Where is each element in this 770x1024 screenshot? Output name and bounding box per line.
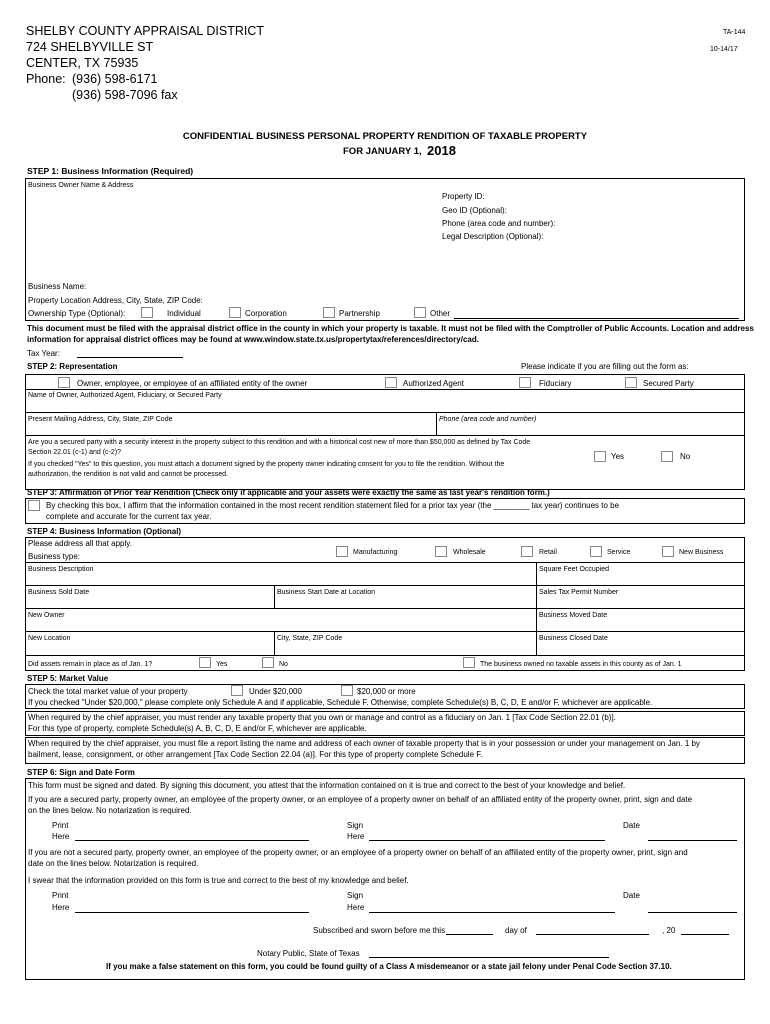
print-label-1: Print: [52, 821, 69, 830]
affirm-text-2: complete and accurate for the current tax year.: [46, 512, 212, 521]
retail-label: Retail: [539, 549, 557, 556]
not-secured-text-2: date on the lines below. Notarization is required.: [28, 859, 199, 868]
assets-question: Did assets remain in place as of Jan. 1?: [28, 661, 153, 668]
year-20-label: , 20: [662, 926, 676, 935]
secured-no-checkbox[interactable]: [661, 451, 673, 462]
sold-date-label: Business Sold Date: [28, 589, 90, 596]
new-business-label: New Business: [679, 549, 724, 556]
start-date-label: Business Start Date at Location: [277, 589, 376, 596]
rep-phone-label: Phone (area code and number): [439, 416, 537, 423]
if-under-text: If you checked "Under $20,000," please complete only Schedule A and if applicable, Schedule F. Otherwise, complete Schedule(s) B, C, D, E and/or F, whichever are applicable.: [28, 698, 653, 707]
service-checkbox[interactable]: [590, 546, 602, 557]
closed-date-label: Business Closed Date: [539, 635, 608, 642]
subscribed-label: Subscribed and sworn before me this: [313, 926, 446, 935]
step4-heading: STEP 4: Business Information (Optional): [27, 527, 182, 536]
secured-question-2: Section 22.01 (c-1) and (c-2)?: [28, 449, 121, 456]
owner-label: Business Owner Name & Address: [28, 182, 134, 189]
tax-year-field[interactable]: [77, 357, 183, 358]
form-id: TA-144: [723, 29, 746, 36]
org-street: 724 SHELBYVILLE ST: [26, 40, 154, 54]
org-phone: (936) 598-6171: [72, 72, 158, 86]
over-20k-label: $20,000 or more: [357, 687, 416, 696]
secured-role-label: Secured Party: [643, 379, 694, 388]
fiduciary-text-2: For this type of property, complete Schedule(s) A, B, C, D, E and/or F, whichever are applicable.: [28, 724, 367, 733]
other-checkbox[interactable]: [414, 307, 426, 318]
step4-box: [25, 537, 745, 671]
sign-label-2: Sign: [347, 891, 364, 900]
notary-label: Notary Public, State of Texas: [257, 949, 360, 958]
manufacturing-checkbox[interactable]: [336, 546, 348, 557]
sign-line-1[interactable]: [369, 840, 605, 841]
affirm-checkbox[interactable]: [28, 500, 40, 511]
business-desc-label: Business Description: [28, 566, 94, 573]
business-name-label: Business Name:: [28, 282, 87, 291]
mailing-field-label: Present Mailing Address, City, State, ZIP Code: [28, 416, 173, 423]
secured-question-3: If you checked "Yes" to this question, you must attach a document signed by the property owner indicating consent for you to file the rendition. Without the: [28, 461, 505, 468]
secured-sign-text-2: on the lines below. No notarization is required.: [28, 806, 192, 815]
geo-id-label: Geo ID (Optional):: [442, 206, 507, 215]
assets-no-checkbox[interactable]: [262, 657, 274, 668]
date-line-1[interactable]: [648, 840, 737, 841]
secured-question-4: authorization, the rendition is not valid and cannot be processed.: [28, 471, 229, 478]
phone-label: Phone:: [26, 72, 66, 86]
form-year: 2018: [427, 143, 456, 158]
individual-label: Individual: [167, 309, 201, 318]
owner-role-label: Owner, employee, or employee of an affiliated entity of the owner: [77, 379, 308, 388]
agent-role-checkbox[interactable]: [385, 377, 397, 388]
step2-heading: STEP 2: Representation: [27, 362, 118, 371]
org-fax: (936) 598-7096 fax: [72, 88, 178, 102]
here-label-2: Here: [52, 903, 70, 912]
must-sign-text: This form must be signed and dated. By signing this document, you attest that the information contained on it is true and correct to the best of your knowledge and belief.: [28, 781, 626, 790]
fiduciary-text-1: When required by the chief appraiser, you must render any taxable property that you own or manage and control as a fiduciary on Jan. 1 [Tax Code Section 22.01 (b)].: [28, 713, 616, 722]
notary-line[interactable]: [369, 957, 609, 958]
step1-heading: STEP 1: Business Information (Required): [27, 166, 194, 176]
secured-sign-text-1: If you are a secured party, property owner, an employee of the property owner, or an employee of a property owner on behalf of an affiliated entity of the property owner, print, sign and date: [28, 795, 693, 804]
secured-no-label: No: [680, 452, 691, 461]
ownership-type-label: Ownership Type (Optional):: [28, 309, 126, 318]
fiduciary-role-checkbox[interactable]: [519, 377, 531, 388]
agent-role-label: Authorized Agent: [403, 379, 464, 388]
moved-date-label: Business Moved Date: [539, 612, 608, 619]
check-total-label: Check the total market value of your property: [28, 687, 188, 696]
here-label-1: Here: [52, 832, 70, 841]
secured-yes-label: Yes: [611, 452, 625, 461]
corporation-label: Corporation: [245, 309, 287, 318]
name-field-label: Name of Owner, Authorized Agent, Fiduciary, or Secured Party: [28, 392, 222, 399]
print-line-2[interactable]: [75, 912, 309, 913]
new-business-checkbox[interactable]: [662, 546, 674, 557]
step5-heading: STEP 5: Market Value: [27, 674, 109, 683]
under-20k-label: Under $20,000: [249, 687, 302, 696]
sign-here-label-1: Here: [347, 832, 365, 841]
filing-notice-1: This document must be filed with the appraisal district office in the county in which your property is taxable. It must not be filed with the Comptroller of Public Accounts. Location and address: [27, 324, 754, 333]
form-title: CONFIDENTIAL BUSINESS PERSONAL PROPERTY RENDITION OF TAXABLE PROPERTY: [182, 131, 588, 142]
new-owner-label: New Owner: [28, 612, 65, 619]
under-20k-checkbox[interactable]: [231, 685, 243, 696]
new-location-label: New Location: [28, 635, 71, 642]
print-line-1[interactable]: [75, 840, 309, 841]
property-id-label: Property ID:: [442, 192, 485, 201]
date-label-1: Date: [623, 821, 640, 830]
step6-heading: STEP 6: Sign and Date Form: [27, 768, 135, 777]
corporation-checkbox[interactable]: [229, 307, 241, 318]
assets-yes-checkbox[interactable]: [199, 657, 211, 668]
sales-tax-label: Sales Tax Permit Number: [539, 589, 619, 596]
sq-feet-label: Square Feet Occupied: [539, 566, 610, 573]
service-label: Service: [607, 549, 631, 556]
no-assets-label: The business owned no taxable assets in this county as of Jan. 1: [480, 661, 682, 668]
swear-text: I swear that the information provided on this form is true and correct to the best of my knowledge and belief.: [28, 876, 409, 885]
sign-label-1: Sign: [347, 821, 364, 830]
partnership-label: Partnership: [339, 309, 380, 318]
day-of-label: day of: [505, 926, 527, 935]
secured-role-checkbox[interactable]: [625, 377, 637, 388]
city-state-label: City, State, ZIP Code: [277, 635, 343, 642]
month-line[interactable]: [536, 934, 649, 935]
false-statement-warning: If you make a false statement on this form, you could be found guilty of a Class A misdemeanor or a state jail felony under Penal Code Section 37.10.: [106, 962, 672, 971]
wholesale-checkbox[interactable]: [435, 546, 447, 557]
filing-notice-2: information for appraisal district offices may be found at www.window.state.tx.us/propertytax/references/directory/cad.: [27, 335, 479, 344]
report-text-2: bailment, lease, consignment, or other arrangement [Tax Code Section 22.04 (a)]. For this type of property complete Schedule F.: [28, 750, 483, 759]
over-20k-checkbox[interactable]: [341, 685, 353, 696]
form-date: 10-14/17: [710, 46, 738, 53]
sign-here-label-2: Here: [347, 903, 365, 912]
partnership-checkbox[interactable]: [323, 307, 335, 318]
affirm-text-1: By checking this box, I affirm that the information contained in the most recent rendition statement filed for a prior tax year (the ________ tax year) continues to be: [46, 501, 620, 510]
other-label: Other: [430, 309, 451, 318]
address-all-label: Please address all that apply.: [28, 539, 132, 548]
fiduciary-role-label: Fiduciary: [539, 379, 572, 388]
other-line[interactable]: [454, 318, 739, 319]
secured-yes-checkbox[interactable]: [594, 451, 606, 462]
owner-role-checkbox[interactable]: [58, 377, 70, 388]
assets-yes-label: Yes: [216, 661, 228, 668]
org-city: CENTER, TX 75935: [26, 56, 139, 70]
assets-no-label: No: [279, 661, 288, 668]
retail-checkbox[interactable]: [521, 546, 533, 557]
date-label-2: Date: [623, 891, 640, 900]
phone-field-label: Phone (area code and number):: [442, 219, 556, 228]
year-line[interactable]: [681, 934, 729, 935]
step3-heading: STEP 3: Affirmation of Prior Year Rendition (Check only if applicable and your assets were exactly the same as last year's rendition form.): [27, 488, 550, 497]
secured-question-1: Are you a secured party with a security interest in the property subject to this rendition and with a historical cost new of more than $50,000 as defined by Tax Code: [28, 439, 531, 446]
print-label-2: Print: [52, 891, 69, 900]
no-assets-checkbox[interactable]: [463, 657, 475, 668]
org-name: SHELBY COUNTY APPRAISAL DISTRICT: [26, 24, 265, 38]
business-type-label: Business type:: [28, 552, 81, 561]
indicate-label: Please indicate if you are filling out the form as:: [521, 362, 689, 371]
form-title-date: FOR JANUARY 1,: [343, 146, 422, 157]
day-line[interactable]: [446, 934, 493, 935]
individual-checkbox[interactable]: [141, 307, 153, 318]
location-label: Property Location Address, City, State, ZIP Code:: [28, 296, 203, 305]
tax-year-label: Tax Year:: [27, 349, 60, 358]
legal-desc-label: Legal Description (Optional):: [442, 232, 544, 241]
wholesale-label: Wholesale: [453, 549, 486, 556]
report-text-1: When required by the chief appraiser, you must file a report listing the name and address of each owner of taxable property that is in your possession or under your management on Jan. 1 by: [28, 739, 700, 748]
date-line-2[interactable]: [648, 912, 737, 913]
manufacturing-label: Manufacturing: [353, 549, 398, 556]
not-secured-text-1: If you are not a secured party, property owner, an employee of the property owner, or an employee of a property owner on behalf of an affiliated entity of the property owner, print, sign and: [28, 848, 688, 857]
sign-line-2[interactable]: [369, 912, 615, 913]
